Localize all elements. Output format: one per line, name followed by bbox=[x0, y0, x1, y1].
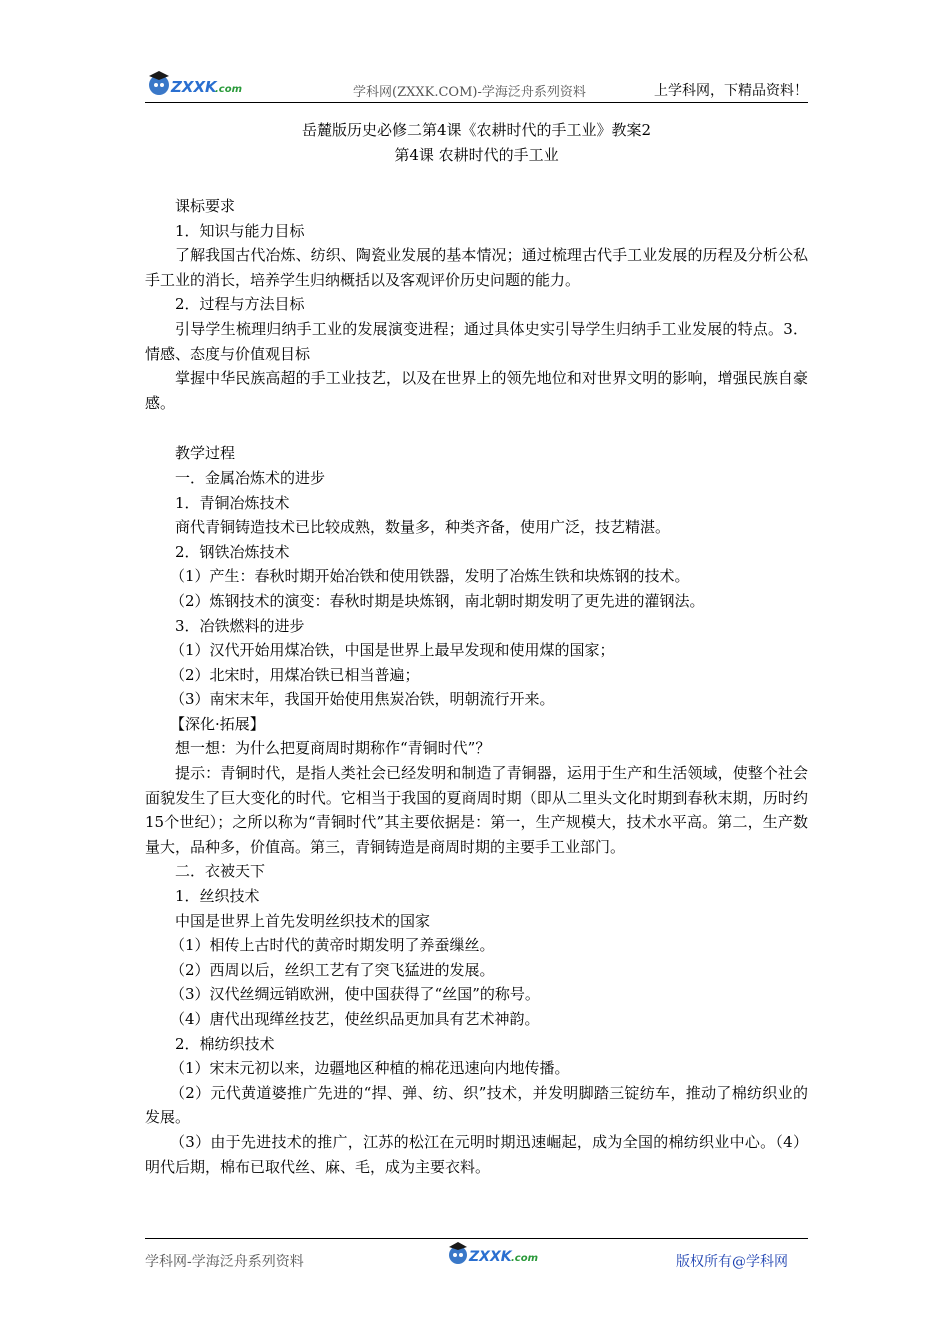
list-item: （2）北宋时，用煤冶铁已相当普遍； bbox=[170, 665, 420, 684]
list-item: （2）西周以后，丝织工艺有了突飞猛进的发展。 bbox=[170, 960, 495, 979]
section-heading: 课标要求 bbox=[175, 197, 236, 215]
paragraph: 提示：青铜时代，是指人类社会已经发明和制造了青铜器，运用于生产和生活领域，使整个社会面貌发生了巨大变化的时代。它相当于我国的夏商周时期（即从二里头文化时期到春秋末期，历时约15个世纪）；之所以称为“青铜时代”其主要依据是：第一，生产规模大，技术水平高。第二，生产数量大，品种多，价值高。第三，青铜铸造是商周时期的主要手工业部门。 bbox=[145, 764, 808, 856]
subheading: 2．棉纺织技术 bbox=[175, 1034, 275, 1053]
subheading: 2．钢铁冶炼技术 bbox=[175, 542, 290, 561]
document-title: 岳麓版历史必修二第4课《农耕时代的手工业》教案2 bbox=[301, 121, 652, 139]
zxxk-logo-icon bbox=[445, 1241, 549, 1269]
list-item: （1）产生：春秋时期开始冶铁和使用铁器，发明了冶炼生铁和块炼钢的技术。 bbox=[170, 567, 690, 586]
subheading: 1．知识与能力目标 bbox=[175, 221, 305, 240]
list-item: （1）汉代开始用煤冶铁，中国是世界上最早发现和使用煤的国家； bbox=[170, 641, 615, 660]
svg-text:.com: .com bbox=[511, 1253, 539, 1264]
document-body bbox=[145, 118, 808, 1179]
paragraph: 中国是世界上首先发明丝织技术的国家 bbox=[175, 911, 431, 930]
paragraph: 了解我国古代冶炼、纺织、陶瓷业发展的基本情况；通过梳理古代手工业发展的历程及分析公私手工业的消长，培养学生归纳概括以及客观评价历史问题的能力。 bbox=[145, 246, 808, 289]
paragraph: 商代青铜铸造技术已比较成熟，数量多，种类齐备，使用广泛，技艺精湛。 bbox=[175, 518, 671, 537]
subheading: 3．冶铁燃料的进步 bbox=[175, 616, 305, 635]
extension-heading: 【深化·拓展】 bbox=[170, 714, 265, 733]
subheading: 一．金属冶炼术的进步 bbox=[175, 468, 326, 487]
paragraph: 掌握中华民族高超的手工业技艺，以及在世界上的领先地位和对世界文明的影响，增强民族自豪感。 bbox=[145, 369, 808, 412]
footer-copyright: 版权所有@学科网 bbox=[676, 1254, 788, 1270]
subheading: 2．过程与方法目标 bbox=[175, 295, 305, 314]
list-item: （2）炼钢技术的演变：春秋时期是块炼钢，南北朝时期发明了更先进的灌钢法。 bbox=[170, 591, 705, 610]
footer-site-name: 学科网-学海泛舟系列资料 bbox=[145, 1254, 304, 1270]
header-site-name: 学科网(ZXXK.COM)-学海泛舟系列资料 bbox=[353, 85, 586, 100]
section-heading: 二．衣被天下 bbox=[175, 862, 266, 881]
section-heading: 教学过程 bbox=[175, 444, 236, 463]
list-item: （1）相传上古时代的黄帝时期发明了养蚕缫丝。 bbox=[170, 936, 495, 955]
zxxk-logo-icon bbox=[145, 70, 255, 100]
list-item: （1）宋末元初以来，边疆地区种植的棉花迅速向内地传播。 bbox=[170, 1059, 570, 1078]
list-item: （3）由于先进技术的推广，江苏的松江在元明时期迅速崛起，成为全国的棉纺织业中心。（4）明代后期，棉布已取代丝、麻、毛，成为主要衣料。 bbox=[145, 1132, 808, 1176]
lesson-title: 第4课 农耕时代的手工业 bbox=[394, 146, 559, 164]
page-footer bbox=[145, 1238, 808, 1279]
svg-text:ZXXK: ZXXK bbox=[171, 78, 217, 96]
list-item: （3）汉代丝绸远销欧洲，使中国获得了“丝国”的称号。 bbox=[170, 985, 540, 1004]
svg-text:ZXXK: ZXXK bbox=[469, 1249, 512, 1265]
header-slogan: 上学科网，下精品资料！ bbox=[654, 83, 808, 99]
subheading: 1．青铜冶炼技术 bbox=[175, 493, 290, 512]
list-item: （4）唐代出现缂丝技艺，使丝织品更加具有艺术神韵。 bbox=[170, 1010, 540, 1028]
paragraph: 引导学生梳理归纳手工业的发展演变进程；通过具体史实引导学生归纳手工业发展的特点。3．情感、态度与价值观目标 bbox=[145, 319, 808, 363]
list-item: （2）元代黄道婆推广先进的“捍、弹、纺、织”技术，并发明脚踏三锭纺车，推动了棉纺织业的发展。 bbox=[145, 1083, 808, 1127]
subheading: 1．丝织技术 bbox=[175, 887, 260, 906]
list-item: （3）南宋末年，我国开始使用焦炭冶铁，明朝流行开来。 bbox=[170, 690, 555, 709]
svg-text:.com: .com bbox=[215, 84, 243, 95]
question: 想一想：为什么把夏商周时期称作“青铜时代”？ bbox=[175, 739, 491, 758]
page-header bbox=[145, 70, 808, 103]
